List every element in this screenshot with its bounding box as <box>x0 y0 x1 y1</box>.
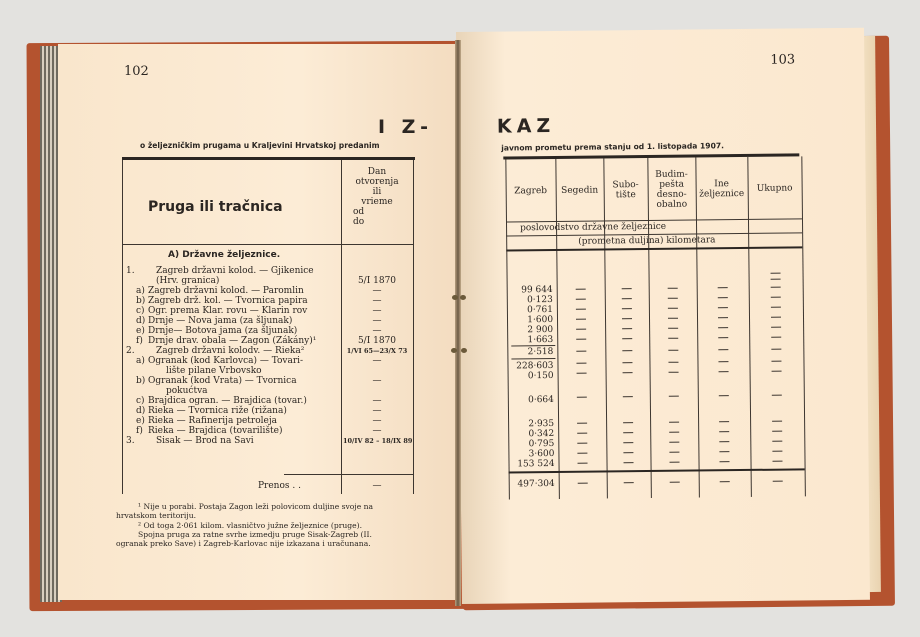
empty-value-dash <box>576 329 586 330</box>
empty-value-dash <box>622 318 632 319</box>
column-header-line: Zagreb <box>514 186 548 197</box>
empty-value-dash <box>771 337 781 338</box>
spanner-units: (prometna duljina) kilometara <box>578 235 716 247</box>
empty-value-dash <box>772 395 782 396</box>
zagreb-value: 0·342 <box>528 428 555 440</box>
subtitle: javnom prometu prema stanju od 1. listopada 1907. <box>501 141 725 153</box>
subtotal-rule <box>511 358 555 359</box>
title-part: I Z- <box>378 116 434 138</box>
binding-staple <box>460 295 466 300</box>
row-description: Rieka — Rafinerija petroleja <box>148 416 277 426</box>
empty-value-dash <box>718 297 728 298</box>
empty-value-dash <box>771 297 781 298</box>
empty-value-dash <box>719 421 729 422</box>
empty-value-dash <box>718 327 728 328</box>
row-number: d) <box>136 406 146 416</box>
empty-value-dash <box>669 396 679 397</box>
empty-value-dash <box>668 298 678 299</box>
empty-value-dash <box>719 451 729 452</box>
column-header <box>556 185 604 196</box>
empty-value-dash <box>772 441 782 442</box>
empty-value-dash <box>668 288 678 289</box>
empty-value-dash <box>718 349 728 350</box>
column-divider <box>747 157 752 497</box>
empty-value-dash <box>773 481 783 482</box>
spanner-administration: poslovodstvo državne željeznice <box>520 221 667 234</box>
empty-value-dash <box>719 441 729 442</box>
row-date-value: 10/IV 82 – 18/IX 89 <box>343 437 413 445</box>
footnote-1: ¹ Nije u porabi. Postaja Zagon leži polovicom duljine svoje na <box>138 502 374 511</box>
empty-value-dash <box>577 423 587 424</box>
table-border-right <box>413 160 414 494</box>
empty-value-dash <box>622 308 632 309</box>
empty-value-dash <box>576 339 586 340</box>
row-description: Drnje drav. obala — Zagon (Zákány)¹ <box>148 336 317 346</box>
right-page <box>456 28 870 604</box>
empty-value-dash <box>771 349 781 350</box>
empty-value-dash <box>577 443 587 444</box>
row-number: a) <box>136 286 145 296</box>
column-header-pruga: Pruga ili tračnica <box>148 199 283 215</box>
row-date-value: — <box>372 326 382 336</box>
empty-value-dash <box>622 350 632 351</box>
row-description: Zagreb državni kolod. — Gjikenice <box>156 266 314 276</box>
row-date-value: — <box>372 306 382 316</box>
empty-value-dash <box>718 307 728 308</box>
table-top-rule <box>503 153 799 159</box>
empty-value-dash <box>718 317 728 318</box>
row-number: d) <box>136 316 146 326</box>
row-date-value: — <box>372 406 382 416</box>
empty-value-dash <box>623 452 633 453</box>
column-header-line: Budim- <box>655 169 688 180</box>
empty-value-dash <box>669 372 679 373</box>
empty-value-dash <box>576 309 586 310</box>
empty-value-dash <box>718 287 728 288</box>
empty-value-dash <box>719 395 729 396</box>
empty-value-dash <box>669 442 679 443</box>
empty-value-dash <box>772 371 782 372</box>
empty-value-dash <box>771 307 781 308</box>
row-number: a) <box>136 356 145 366</box>
row-number: e) <box>136 326 145 336</box>
row-number: f) <box>136 336 143 346</box>
prenos-label: Prenos . . <box>258 481 301 491</box>
empty-value-dash <box>772 431 782 432</box>
empty-value-dash <box>668 362 678 363</box>
column-header <box>748 183 802 194</box>
row-date-value: — <box>372 286 382 296</box>
column-header <box>647 170 695 211</box>
empty-value-dash <box>772 451 782 452</box>
header-line: otvorenja <box>355 177 399 187</box>
empty-value-dash <box>670 482 680 483</box>
row-date-value: 1/VI 65—23/X 73 <box>346 347 408 355</box>
empty-value-dash <box>719 431 729 432</box>
footnote-2: ² Od toga 2·061 kilom. vlasničtvo južne željeznice (pruge). <box>138 521 363 530</box>
page-number: 102 <box>124 64 149 79</box>
empty-value-dash <box>670 462 680 463</box>
empty-value-dash <box>773 461 783 462</box>
empty-value-dash <box>771 361 781 362</box>
row-date-value: — <box>372 296 382 306</box>
empty-value-dash <box>771 273 781 274</box>
zagreb-value: 0·123 <box>526 295 553 306</box>
empty-value-dash <box>622 362 632 363</box>
row-date-value: — <box>372 416 382 426</box>
empty-value-dash <box>668 308 678 309</box>
empty-value-dash <box>576 351 586 352</box>
page-number: 103 <box>770 52 796 68</box>
row-number: f) <box>136 426 143 436</box>
row-date-value: — <box>372 396 382 406</box>
table-border-left <box>122 160 123 494</box>
binding-staple <box>451 348 457 353</box>
zagreb-value: 99 644 <box>521 285 553 296</box>
footnote-2-cont: Spojna pruga za ratne svrhe izmedju pruge Sisak-Zagreb (II. <box>138 530 372 539</box>
row-description: lište pilane Vrbovsko <box>166 366 262 376</box>
empty-value-dash <box>668 328 678 329</box>
row-number: 1. <box>126 266 135 276</box>
row-number: c) <box>136 396 145 406</box>
header-bottom-rule <box>506 246 802 251</box>
empty-value-dash <box>668 338 678 339</box>
header-rule <box>122 244 414 245</box>
row-date-value: — <box>372 376 382 386</box>
zagreb-value: 0·795 <box>528 438 555 450</box>
empty-value-dash <box>718 337 728 338</box>
empty-value-dash <box>623 422 633 423</box>
empty-value-dash <box>576 319 586 320</box>
row-number: 3. <box>126 436 135 446</box>
total-rule <box>509 468 805 473</box>
row-description: Ogranak (kod Vrata) — Tvornica <box>148 376 297 386</box>
empty-value-dash <box>622 328 632 329</box>
empty-value-dash <box>577 453 587 454</box>
zagreb-value: 3·600 <box>528 448 555 460</box>
column-header-line: Segedin <box>561 185 599 196</box>
zagreb-value: 2 900 <box>527 324 554 336</box>
row-number: b) <box>136 376 146 386</box>
empty-value-dash <box>669 422 679 423</box>
empty-value-dash <box>719 371 729 372</box>
column-divider <box>555 159 560 499</box>
row-description: Ogranak (kod Karlovca) — Tovari- <box>148 356 304 366</box>
book-gutter <box>455 40 461 606</box>
row-date-value: — <box>372 356 382 366</box>
column-header-line: Subo- <box>612 180 639 191</box>
header-line: do <box>353 217 365 227</box>
row-description: Drnje— Botova jama (za šljunak) <box>148 326 298 336</box>
empty-value-dash <box>718 361 728 362</box>
empty-value-dash <box>623 396 633 397</box>
empty-value-dash <box>771 317 781 318</box>
table-top-rule <box>122 157 415 160</box>
column-header <box>604 180 648 200</box>
grand-total: 497·304 <box>517 478 555 490</box>
column-divider <box>801 156 806 496</box>
empty-value-dash <box>578 483 588 484</box>
empty-value-dash <box>577 397 587 398</box>
column-divider <box>695 157 700 497</box>
zagreb-value: 2·935 <box>528 418 555 430</box>
empty-value-dash <box>622 298 632 299</box>
column-header-line: desno- <box>656 189 687 200</box>
subtitle: o željezničkim prugama u Kraljevini Hrvatskoj predanim <box>140 141 380 150</box>
empty-value-dash <box>576 299 586 300</box>
title-part: KAZ <box>496 114 556 138</box>
subtotal-rule <box>284 474 413 475</box>
column-divider <box>603 158 608 498</box>
column-header <box>696 179 748 200</box>
empty-value-dash <box>720 461 730 462</box>
row-number: e) <box>136 416 145 426</box>
row-number: 2. <box>126 346 135 356</box>
row-description: Zagreb državni kolod. — Paromlin <box>148 286 304 296</box>
column-header-line: tište <box>615 190 636 201</box>
row-description: Rieka — Brajdica (tovarilište) <box>148 426 283 436</box>
empty-value-dash <box>577 373 587 374</box>
row-description: (Hrv. granica) <box>156 276 220 286</box>
binding-staple <box>461 348 467 353</box>
row-description: Ogr. prema Klar. rovu — Klarin rov <box>148 306 308 316</box>
zagreb-value: 0·761 <box>527 305 553 316</box>
empty-value-dash <box>576 289 586 290</box>
empty-value-dash <box>623 442 633 443</box>
empty-value-dash <box>624 482 634 483</box>
row-date-value: — <box>372 426 382 436</box>
column-header-line: Ine <box>714 179 730 190</box>
left-page <box>58 44 460 600</box>
header-line: Dan <box>367 167 387 177</box>
header-line: vrieme <box>361 197 393 207</box>
footnote-2-end: ogranak preko Save) i Zagreb-Karlovac nije izkazana i uračunana. <box>116 539 371 548</box>
section-title: A) Državne željeznice. <box>168 250 281 260</box>
row-number: b) <box>136 296 146 306</box>
column-header-line: obalno <box>656 199 688 210</box>
column-header-line: pešta <box>659 179 685 190</box>
zagreb-value: 228·603 <box>516 360 554 372</box>
zagreb-value: 1·663 <box>527 334 554 346</box>
empty-value-dash <box>577 433 587 434</box>
header-line: od <box>353 207 365 217</box>
empty-value-dash <box>720 481 730 482</box>
empty-value-dash <box>771 287 781 288</box>
row-description: pokućtva <box>166 386 208 396</box>
binding-staple <box>452 295 458 300</box>
row-description: Drnje — Nova jama (za šljunak) <box>148 316 293 326</box>
empty-value-dash <box>622 338 632 339</box>
zagreb-value: 2·518 <box>527 346 554 358</box>
row-number: c) <box>136 306 145 316</box>
zagreb-value: 1·600 <box>527 315 554 326</box>
column-header <box>506 186 556 197</box>
empty-value-dash <box>578 463 588 464</box>
header-line: ili <box>372 187 382 197</box>
empty-value-dash <box>623 432 633 433</box>
row-description: Rieka — Tvornica riže (rižana) <box>148 406 287 416</box>
empty-value-dash <box>623 372 633 373</box>
row-description: Zagreb državni kolodv. — Rieka² <box>156 346 305 356</box>
empty-value-dash <box>772 421 782 422</box>
empty-value-dash <box>669 452 679 453</box>
empty-value-dash <box>771 327 781 328</box>
row-date-value: — <box>372 316 382 326</box>
zagreb-value: 0·664 <box>528 394 554 406</box>
zagreb-value: 153 524 <box>517 458 555 470</box>
column-header-line: željeznice <box>699 188 745 200</box>
empty-value-dash <box>576 363 586 364</box>
empty-value-dash <box>668 318 678 319</box>
empty-value-dash <box>668 350 678 351</box>
row-description: Brajdica ogran. — Brajdica (tovar.) <box>148 396 307 406</box>
row-date-value: 5/I 1870 <box>357 336 397 346</box>
column-header-line: Ukupno <box>756 183 793 194</box>
prenos-value: — <box>372 481 382 491</box>
empty-value-dash <box>669 432 679 433</box>
empty-value-dash <box>624 462 634 463</box>
column-header-date <box>345 167 409 227</box>
column-divider <box>341 160 342 494</box>
footnote-1-cont: hrvatskom teritoriju. <box>116 511 197 520</box>
row-description: Zagreb drž. kol. — Tvornica papira <box>148 296 308 306</box>
empty-value-dash <box>622 288 632 289</box>
row-description: Sisak — Brod na Savi <box>156 436 254 446</box>
empty-value-dash <box>771 279 781 280</box>
row-date-value: 5/I 1870 <box>357 276 397 286</box>
zagreb-value: 0·150 <box>527 370 554 382</box>
